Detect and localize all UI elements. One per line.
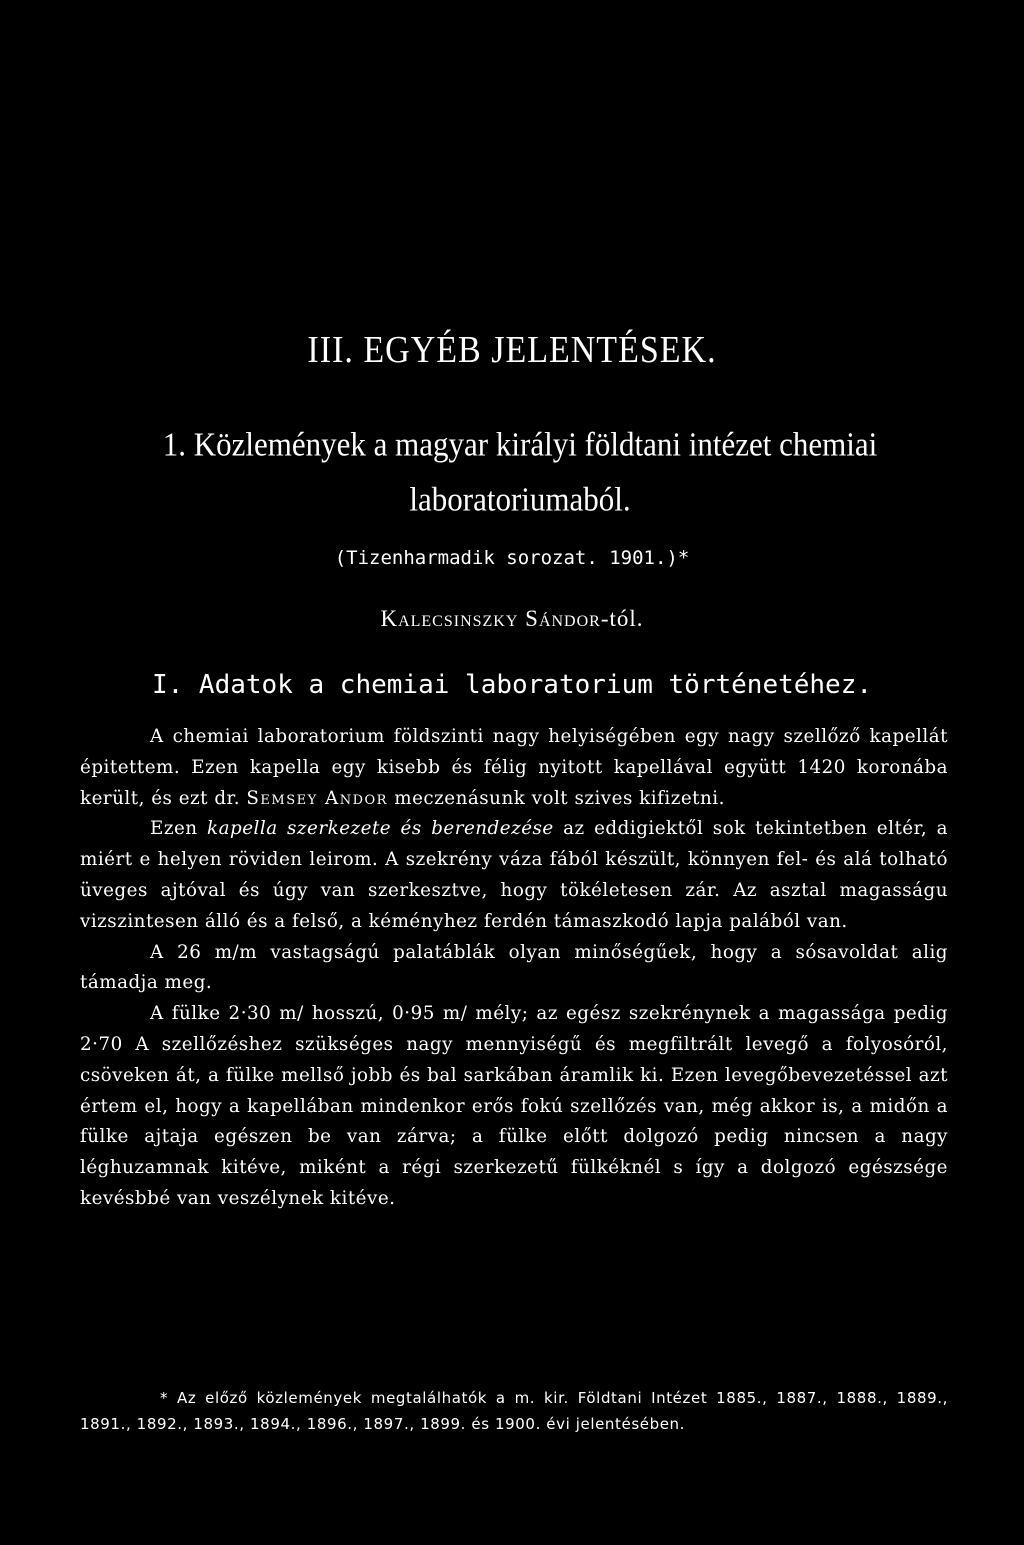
paragraph-3: A 26 m/m vastagságú palatáblák olyan minőségűek, hogy a sósavoldat alig támadja meg. xyxy=(80,941,948,994)
body-text xyxy=(80,722,948,1215)
section-title: III. EGYÉB JELENTÉSEK. xyxy=(307,329,717,372)
paragraph-2-text-b: az eddigiektől sok tekintetben eltér, a miért e helyen röviden leirom. A szekrény váza fából készült, könnyen fel- és alá tolható üveges ajtóval és úgy van szerkesztve, hogy tökéletesen zár. Az asztal magasságu vizszintesen álló és a felső, a kéményhez ferdén támaszkodó lapja palából van. xyxy=(80,818,948,932)
footnote-text: * Az előző közlemények megtalálhatók a m. kir. Földtani Intézet 1885., 1887., 1888., 1889., 1891., 1892., 1893., 1894., 1896., 1897., 1899. és 1900. évi jelentésében. xyxy=(80,1389,948,1433)
person-name: Semsey Andor xyxy=(246,787,388,809)
paragraph-1-text-a: A chemiai laboratorium földszinti nagy helyiségében egy nagy szellőző kapellát épitettem. Ezen kapella egy kisebb és félig nyitott kapellával együtt 1420 koronába került, és ezt dr. xyxy=(80,726,948,809)
chapter-title: I. Adatok a chemiai laboratorium történetéhez. xyxy=(151,670,873,700)
author-suffix: -tól. xyxy=(600,606,644,631)
author-line xyxy=(0,606,1024,632)
paragraph-2 xyxy=(80,814,948,937)
paragraph-1 xyxy=(80,722,948,814)
emphasis-text: kapella szerkezete és berendezése xyxy=(207,818,554,840)
paragraph-4: A fülke 2·30 m/ hosszú, 0·95 m/ mély; az egész szekrénynek a magassága pedig 2·70 A szellőzéshez szükséges nagy mennyiségű és megfiltrált levegő a folyosóról, csöveken át, a fülke mellső jobb és bal sarkában áramlik ki. Ezen levegőbevezetéssel azt értem el, hogy a kapellában mindenkor erős fokú szellőzés van, még akkor is, a midőn a fülke ajtaja egészen be van zárva; a fülke előtt dolgozó pedig nincsen a nagy léghuzamnak kitéve, miként a régi szerkezetű fülkéknél s így a dolgozó egészsége kevésbbé van veszélynek kitéve. xyxy=(80,1003,948,1209)
series-note: (Tizenharmadik sorozat. 1901.)* xyxy=(334,547,690,569)
paragraph-2-text-a: Ezen xyxy=(150,818,208,840)
paragraph-1-text-b: meczenásunk volt szives kifizetni. xyxy=(387,787,725,809)
author-name: Kalecsinszky Sándor xyxy=(380,606,601,631)
footnote xyxy=(80,1385,948,1437)
article-title: 1. Közlemények a magyar királyi földtani intézet chemiai laboratoriumaból. xyxy=(162,424,878,519)
